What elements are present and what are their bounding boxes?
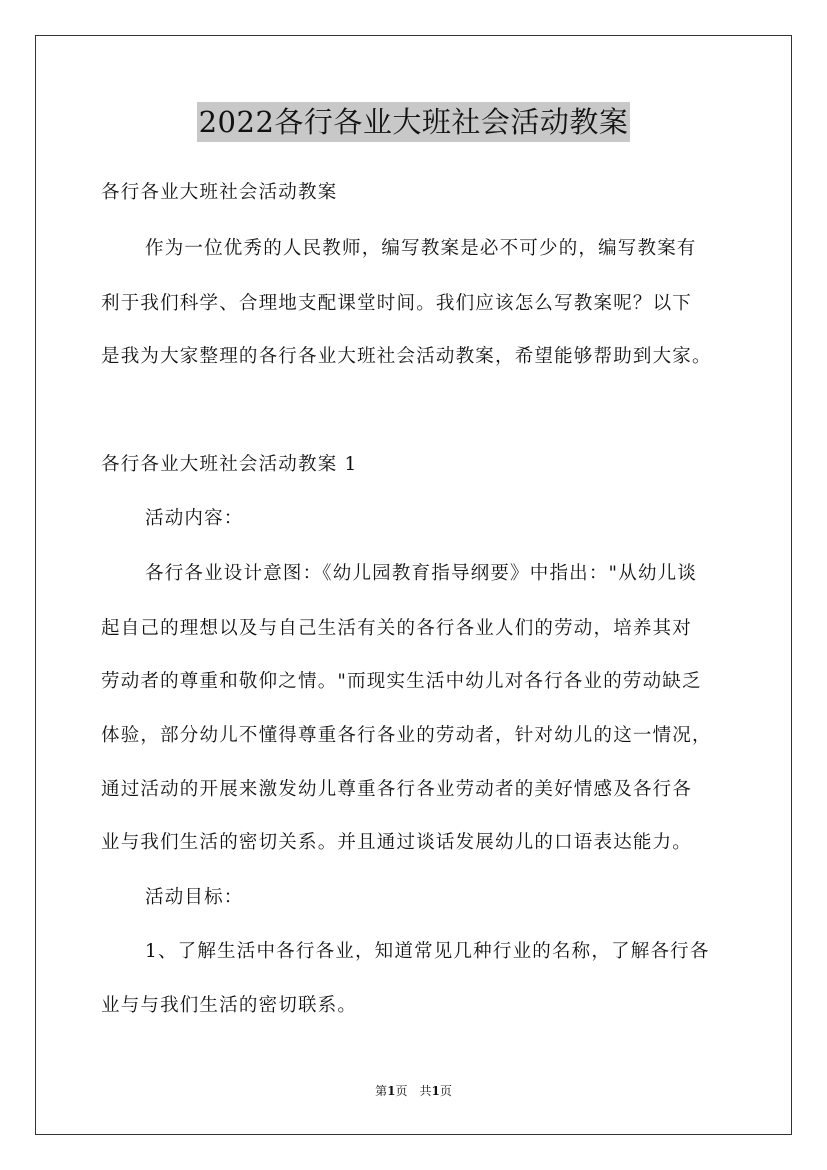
activity-content-label: 活动内容： bbox=[145, 508, 244, 529]
document-title: 2022各行各业大班社会活动教案 bbox=[197, 102, 631, 142]
design-intent-line-1: 各行各业设计意图：《幼儿园教育指导纲要》中指出："从幼儿谈 bbox=[145, 563, 698, 584]
intro-line-1: 作为一位优秀的人民教师，编写教案是必不可少的，编写教案有 bbox=[145, 238, 697, 259]
footer-page-prefix: 第 bbox=[375, 1084, 388, 1098]
goal-1-line-2: 业与与我们生活的密切联系。 bbox=[101, 995, 358, 1016]
section-heading: 各行各业大班社会活动教案 1 bbox=[101, 454, 358, 475]
design-intent-line-2: 起自己的理想以及与自己生活有关的各行各业人们的劳动，培养其对 bbox=[101, 618, 693, 639]
page-footer bbox=[0, 1082, 827, 1100]
footer-page-suffix: 页 bbox=[439, 1084, 452, 1098]
design-intent-line-4: 体验，部分幼儿不懂得尊重各行各业的劳动者，针对幼儿的这一情况， bbox=[101, 725, 712, 746]
document-subtitle: 各行各业大班社会活动教案 bbox=[101, 182, 338, 203]
footer-page-mid: 页 共 bbox=[395, 1084, 432, 1098]
title-container bbox=[0, 102, 827, 142]
design-intent-line-3: 劳动者的尊重和敬仰之情。"而现实生活中幼儿对各行各业的劳动缺乏 bbox=[101, 671, 702, 692]
footer-total-pages: 1 bbox=[431, 1084, 440, 1098]
design-intent-line-5: 通过活动的开展来激发幼儿尊重各行各业劳动者的美好情感及各行各 bbox=[101, 779, 693, 800]
goal-1-line-1: 1、了解生活中各行各业，知道常见几种行业的名称，了解各行各 bbox=[145, 941, 710, 962]
design-intent-line-6: 业与我们生活的密切关系。并且通过谈话发展幼儿的口语表达能力。 bbox=[101, 832, 693, 853]
activity-goals-label: 活动目标： bbox=[145, 887, 244, 908]
footer-page-number: 1 bbox=[387, 1084, 396, 1098]
intro-line-3: 是我为大家整理的各行各业大班社会活动教案，希望能够帮助到大家。 bbox=[101, 346, 712, 367]
intro-line-2: 利于我们科学、合理地支配课堂时间。我们应该怎么写教案呢？以下 bbox=[101, 293, 693, 314]
